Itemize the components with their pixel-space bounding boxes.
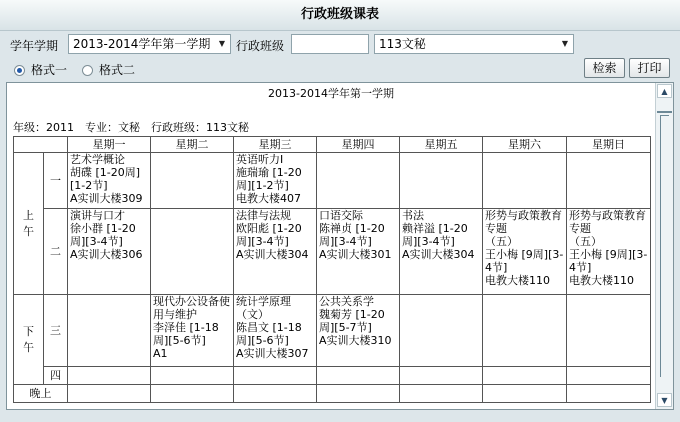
- period-label: 一: [44, 153, 68, 209]
- timetable-row: [14, 209, 651, 295]
- course-detail: 电教大楼110: [485, 274, 550, 287]
- empty-cell: [400, 367, 483, 385]
- course-detail: A实训大楼307: [236, 347, 309, 360]
- empty-cell: [483, 367, 567, 385]
- class-info: 年级：2011 专业：文秘 行政班级：113文秘: [13, 121, 249, 134]
- course-detail: A实训大楼309: [70, 192, 143, 205]
- course-detail: A1: [153, 347, 168, 360]
- timetable-row: [14, 295, 651, 367]
- course-detail: （五）: [485, 235, 518, 248]
- schedule-content: [7, 83, 655, 409]
- day-header: 星期六: [483, 137, 567, 153]
- format-one-radio[interactable]: [14, 62, 67, 78]
- empty-cell: [317, 367, 400, 385]
- period-label: 四: [44, 367, 68, 385]
- empty-cell: [151, 385, 234, 403]
- timetable-row: [14, 153, 651, 209]
- empty-cell: [567, 385, 651, 403]
- empty-cell: [567, 153, 651, 209]
- class-select[interactable]: [374, 34, 574, 54]
- empty-cell: [400, 295, 483, 367]
- term-select[interactable]: [68, 34, 231, 54]
- course-detail: 王小梅 [9周][3-4节]: [485, 248, 564, 274]
- empty-cell: [567, 367, 651, 385]
- course-cell[interactable]: [400, 209, 483, 295]
- scroll-up-icon[interactable]: ▲: [657, 84, 672, 98]
- course-cell[interactable]: [234, 295, 317, 367]
- radio-unchecked-icon: [82, 65, 93, 76]
- scroll-track: [660, 115, 669, 377]
- scroll-down-icon[interactable]: ▼: [657, 393, 672, 407]
- empty-cell: [483, 153, 567, 209]
- empty-cell: [234, 367, 317, 385]
- print-button[interactable]: 打印: [629, 58, 670, 78]
- timetable-row: [14, 367, 651, 385]
- course-cell[interactable]: [68, 153, 151, 209]
- class-select-value: 113文秘: [379, 37, 426, 51]
- course-cell[interactable]: [234, 153, 317, 209]
- scroll-thumb[interactable]: [657, 99, 672, 113]
- period-label: 二: [44, 209, 68, 295]
- course-detail: A实训大楼304: [236, 248, 309, 261]
- course-cell[interactable]: [317, 209, 400, 295]
- window-title: 行政班级课表: [0, 0, 680, 31]
- chevron-down-icon: ▼: [218, 39, 226, 48]
- course-detail: 赖祥溢 [1-20周][3-4节]: [402, 222, 468, 248]
- corner-cell: [14, 137, 68, 153]
- timetable: [13, 136, 651, 403]
- course-detail: 徐小群 [1-20周][3-4节]: [70, 222, 136, 248]
- course-detail: 魏菊芳 [1-20周][5-7节]: [319, 308, 385, 334]
- format-one-label: 格式一: [31, 63, 68, 77]
- course-cell[interactable]: [567, 209, 651, 295]
- empty-cell: [68, 367, 151, 385]
- course-name: 法律与法规: [236, 209, 291, 222]
- empty-cell: [68, 295, 151, 367]
- course-detail: 陈昌文 [1-18周][5-6节]: [236, 321, 302, 347]
- day-header: 星期一: [68, 137, 151, 153]
- course-name: 统计学原理: [236, 295, 291, 308]
- day-header: 星期日: [567, 137, 651, 153]
- course-cell[interactable]: [151, 295, 234, 367]
- radio-checked-icon: [14, 65, 25, 76]
- format-bar: [0, 58, 680, 82]
- search-button[interactable]: 检索: [584, 58, 625, 78]
- section-afternoon: [14, 295, 44, 385]
- day-header: 星期四: [317, 137, 400, 153]
- class-search-input[interactable]: [291, 34, 369, 54]
- course-name: 口语交际: [319, 209, 363, 222]
- format-two-radio[interactable]: [82, 62, 135, 78]
- empty-cell: [151, 367, 234, 385]
- format-two-label: 格式二: [99, 63, 136, 77]
- course-detail: 电教大楼407: [236, 192, 301, 205]
- course-name: 公共关系学: [319, 295, 374, 308]
- course-name: 演讲与口才: [70, 209, 125, 222]
- day-header: 星期二: [151, 137, 234, 153]
- course-detail: （五）: [569, 235, 602, 248]
- empty-cell: [151, 153, 234, 209]
- course-detail: A实训大楼301: [319, 248, 392, 261]
- course-cell[interactable]: [483, 209, 567, 295]
- day-header: 星期五: [400, 137, 483, 153]
- empty-cell: [151, 209, 234, 295]
- course-detail: 电教大楼110: [569, 274, 634, 287]
- section-label: 上午: [23, 208, 34, 238]
- course-detail: 施瑞瑜 [1-20周][1-2节]: [236, 166, 302, 192]
- course-name: 形势与政策教育专题: [485, 209, 562, 235]
- schedule-panel: [6, 82, 674, 410]
- course-name: 形势与政策教育专题: [569, 209, 646, 235]
- chevron-down-icon: ▼: [561, 39, 569, 48]
- course-name: 艺术学概论: [70, 153, 125, 166]
- course-cell[interactable]: [68, 209, 151, 295]
- section-morning: [14, 153, 44, 295]
- course-detail: 王小梅 [9周][3-4节]: [569, 248, 648, 274]
- empty-cell: [317, 385, 400, 403]
- empty-cell: [400, 153, 483, 209]
- empty-cell: [68, 385, 151, 403]
- section-label: 下午: [23, 324, 34, 354]
- course-detail: （文）: [236, 308, 269, 321]
- period-label: 三: [44, 295, 68, 367]
- empty-cell: [567, 295, 651, 367]
- empty-cell: [483, 385, 567, 403]
- timetable-row-evening: [14, 385, 651, 403]
- course-name: 现代办公设备使用与维护: [153, 295, 230, 321]
- filter-bar: [0, 32, 680, 56]
- class-label: 行政班级: [236, 39, 285, 53]
- course-detail: 李泽佳 [1-18周][5-6节]: [153, 321, 219, 347]
- course-cell[interactable]: [234, 209, 317, 295]
- course-name: 书法: [402, 209, 424, 222]
- course-cell[interactable]: [317, 295, 400, 367]
- empty-cell: [317, 153, 400, 209]
- semester-title: 2013-2014学年第一学期: [268, 87, 394, 100]
- empty-cell: [483, 295, 567, 367]
- term-select-value: 2013-2014学年第一学期: [73, 37, 211, 51]
- course-detail: 陈禅贞 [1-20周][3-4节]: [319, 222, 385, 248]
- course-name: 英语听力Ⅰ: [236, 153, 284, 166]
- day-header: 星期三: [234, 137, 317, 153]
- course-detail: 胡碟 [1-20周][1-2节]: [70, 166, 141, 192]
- course-detail: A实训大楼304: [402, 248, 475, 261]
- course-detail: A实训大楼306: [70, 248, 143, 261]
- section-evening: 晚上: [14, 385, 68, 403]
- course-detail: A实训大楼310: [319, 334, 392, 347]
- empty-cell: [234, 385, 317, 403]
- timetable-header-row: [14, 137, 651, 153]
- course-detail: 欧阳彪 [1-20周][3-4节]: [236, 222, 302, 248]
- vertical-scrollbar[interactable]: [655, 83, 673, 409]
- term-label: 学年学期: [10, 39, 59, 53]
- empty-cell: [400, 385, 483, 403]
